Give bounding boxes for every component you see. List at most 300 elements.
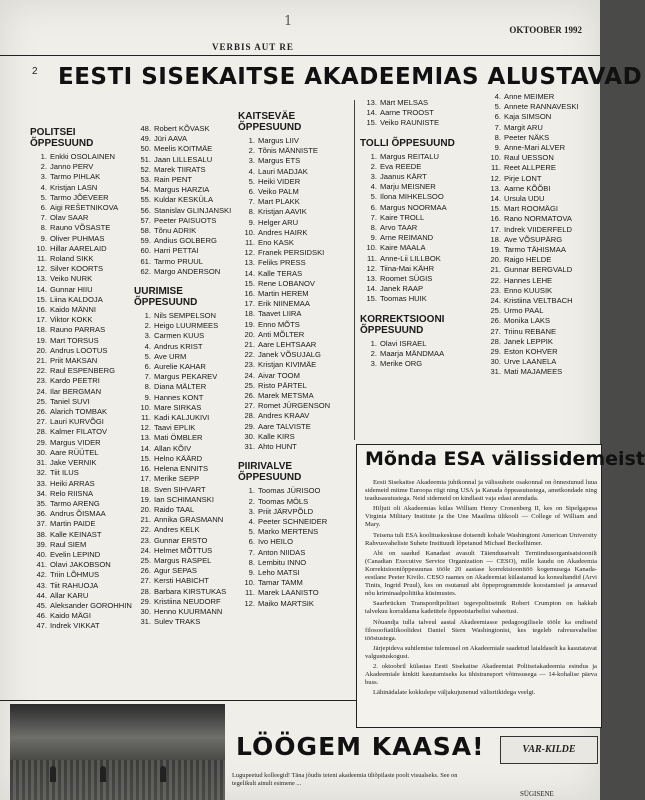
news-paragraph: Abi on saadud Kanadast avasult Täiendusatvalt Terniindusorganisatsioonilt (Canadian Executive Service Organization — CESO), mille kaudu on Akadeemia Korrektsiooniõppesuunas tööle 20 aastase korrektsioonitöö kogemusega Kanada-eestlane Peeter Kivilo. CESO raames on Akadeemiat külastanud ka konsultandid (Arvi Tinits, Ingrid Pruul), kes on osutanud abi õppeprogrammide koostamisel ja annavad nõu kriminaalpoliitika küsimustes.	[365, 549, 597, 598]
list-item-name: Arne REIMAND	[380, 233, 434, 243]
list-item-number: 46.	[36, 611, 47, 621]
list-item-name: Kuldar KESKÜLA	[154, 195, 214, 205]
list-item	[134, 206, 234, 216]
list-item-name: Hillar AARELAID	[50, 243, 107, 253]
list-item	[238, 381, 350, 391]
list-item	[484, 204, 600, 214]
list-item	[484, 133, 600, 143]
list-item-number: 21.	[244, 340, 255, 350]
list-item-number: 5.	[144, 351, 151, 361]
list-item-number: 3.	[40, 172, 47, 182]
list-item	[238, 527, 350, 537]
list-item-number: 36.	[36, 509, 47, 519]
list-item	[484, 102, 600, 112]
list-item-name: Lembitu INNO	[258, 557, 307, 567]
list-item-number: 27.	[140, 576, 151, 586]
list-item	[134, 236, 234, 246]
list-item-name: Gunnar BERGVALD	[504, 265, 573, 275]
list-item-name: Kaire MAALA	[380, 243, 426, 253]
list-item	[484, 286, 600, 296]
list-item-number: 30.	[36, 447, 47, 457]
list-item-number: 25.	[36, 396, 47, 406]
list-item	[134, 155, 234, 165]
list-item-name: Relo RIISNA	[50, 488, 94, 498]
list-item-name: Rauno VÕSASTE	[50, 223, 111, 233]
list-item-number: 29.	[140, 596, 151, 606]
list-item-number: 55.	[140, 195, 151, 205]
list-item-name: Tarmo TÄHISMAA	[504, 245, 566, 255]
list-item	[134, 515, 234, 525]
list-item-name: Meelis KOITMÄE	[154, 144, 213, 154]
list-item-name: Margus PEKAREV	[154, 372, 218, 382]
list-item	[484, 316, 600, 326]
list-item-number: 6.	[248, 537, 255, 547]
list-item-number: 8.	[248, 557, 255, 567]
list-item-name: Mati ÖMBLER	[154, 433, 203, 443]
list-item-name: Alarich TOMBAK	[50, 407, 108, 417]
list-item-name: Marek TIIRATS	[154, 164, 206, 174]
list-item-name: Hannes KONT	[154, 392, 204, 402]
list-item	[134, 216, 234, 226]
list-item-number: 18.	[140, 484, 151, 494]
list-item-name: Mare SIRKAS	[154, 402, 202, 412]
list-item-name: Jake VERNIK	[50, 458, 97, 468]
list-item-number: 4.	[494, 92, 501, 101]
list-item	[238, 497, 350, 507]
list-item	[238, 146, 350, 156]
list-item	[30, 550, 138, 560]
list-item	[360, 349, 472, 359]
list-item-name: Aarne TROOST	[380, 108, 434, 118]
list-item-name: Franek PERSIDSKI	[258, 248, 325, 258]
list-item-number: 45.	[36, 600, 47, 610]
list-item-name: Erik NIINEMAA	[258, 299, 310, 309]
list-item-number: 7.	[144, 372, 151, 382]
list-item-number: 18.	[244, 309, 255, 319]
list-item-name: Lauri MADJAK	[258, 166, 308, 176]
list-item	[134, 433, 234, 443]
list-item	[238, 330, 350, 340]
list-item	[238, 299, 350, 309]
list-item-name: Indrek VIIDERFELD	[504, 224, 572, 234]
list-item-number: 9.	[40, 233, 47, 243]
list-item-number: 20.	[36, 345, 47, 355]
list-item-name: Rene LOBANOV	[258, 278, 315, 288]
list-item-number: 48.	[140, 124, 151, 133]
list-item-number: 31.	[490, 367, 501, 377]
list-item-number: 35.	[36, 498, 47, 508]
list-item	[360, 213, 472, 223]
list-item-number: 20.	[490, 255, 501, 265]
list-item	[30, 397, 138, 407]
list-item	[30, 366, 138, 376]
list-item-name: Veiko PALM	[258, 187, 299, 197]
list-item-number: 19.	[36, 335, 47, 345]
list-item-number: 12.	[490, 173, 501, 183]
list-item-number: 23.	[490, 285, 501, 295]
list-item	[30, 285, 138, 295]
list-item	[238, 548, 350, 558]
list-item-name: Anti MÕLTER	[258, 329, 305, 339]
list-item	[238, 411, 350, 421]
list-item	[30, 336, 138, 346]
list-item	[134, 393, 234, 403]
list-item-name: Margit ARU	[504, 122, 543, 132]
list-item-name: Stanislav GLINJANSKI	[154, 205, 232, 215]
list-item-number: 5.	[494, 102, 501, 112]
list-item-name: Monika LAKS	[504, 316, 551, 326]
advert-box: VAR-KILDE	[500, 736, 598, 764]
list-item	[30, 183, 138, 193]
news-paragraph: Eesti Sisekaitse Akadeemia juhtkonnal ja välissuhete osakonnal on õnnestunud luua sidemeid mitme Euroopa riigi ning USA ja Kanada õppeasutustega, ametkondade ning teadusasutustega. Neid sidemeid on kindlasti vaja edasi arendada.	[365, 479, 597, 503]
list-item-number: 1.	[248, 136, 255, 145]
list-item-number: 61.	[140, 256, 151, 266]
list-item-name: Taniel SUVI	[50, 396, 90, 406]
list-item-name: Ivo HEILO	[258, 537, 294, 547]
list-item-number: 28.	[490, 336, 501, 346]
list-item-number: 17.	[36, 315, 47, 325]
list-item-number: 12.	[366, 263, 377, 273]
list-item-name: Kalmer FILATOV	[50, 427, 108, 437]
list-item-name: Ilona MIHKELSOO	[380, 192, 444, 202]
list-item	[360, 172, 472, 182]
list-item-name: Janek RAAP	[380, 284, 424, 294]
list-item-number: 19.	[140, 494, 151, 504]
list-item	[360, 98, 472, 108]
list-item-number: 13.	[490, 183, 501, 193]
name-list-uurimise-continued	[360, 98, 472, 129]
list-item-name: Hannes LEHE	[504, 275, 553, 285]
column-kaitsevae	[238, 110, 350, 609]
list-item-name: Ave URM	[154, 351, 187, 361]
list-item	[134, 454, 234, 464]
list-item	[484, 214, 600, 224]
list-item-name: Helena ENNITS	[154, 464, 209, 474]
list-item-number: 62.	[140, 266, 151, 276]
list-item	[484, 327, 600, 337]
list-item-name: Viktor KOKK	[50, 315, 93, 325]
list-item	[30, 479, 138, 489]
list-item	[30, 325, 138, 335]
news-paragraph: 2. oktoobril külastas Eesti Sisekaitse Akadeemiat Politseiakadeemia esindus ja Akadeemiale kinkiti kasutamiseks ka ühistransport võimsusega — 14-kohalise päeva buss.	[365, 662, 597, 687]
list-item-name: Mart ROOMÄGI	[504, 204, 559, 214]
list-item-number: 12.	[244, 248, 255, 258]
list-item-number: 14.	[366, 108, 377, 118]
list-item	[484, 235, 600, 245]
list-item	[30, 601, 138, 611]
list-item	[30, 621, 138, 631]
list-item-name: Ursula UDU	[504, 194, 545, 204]
name-list-politsei-continued	[134, 124, 234, 277]
list-item-number: 56.	[140, 205, 151, 215]
list-item	[360, 294, 472, 304]
list-item	[238, 517, 350, 527]
list-item-name: Andrus KRIST	[154, 341, 203, 351]
name-list-kaitsevae	[238, 136, 350, 452]
list-item-name: Tõnis MÄNNISTE	[258, 146, 318, 156]
bottom-rule	[0, 700, 356, 701]
list-item-name: Annika GRASMANN	[154, 515, 224, 525]
list-item-number: 30.	[490, 357, 501, 367]
list-item	[30, 387, 138, 397]
list-item-number: 2.	[144, 321, 151, 331]
list-item	[484, 357, 600, 367]
list-item-name: Peeter SCHNEIDER	[258, 516, 328, 526]
list-item-name: Martin HEREM	[258, 289, 309, 299]
list-item	[134, 485, 234, 495]
list-item-number: 16.	[490, 214, 501, 224]
list-item	[30, 346, 138, 356]
list-item	[30, 234, 138, 244]
list-item-number: 21.	[490, 265, 501, 275]
list-item-name: Helno KÄÄRD	[154, 453, 203, 463]
list-item	[134, 423, 234, 433]
list-item	[484, 174, 600, 184]
list-item-name: Aivar TOOM	[258, 370, 300, 380]
list-item	[360, 192, 472, 202]
list-item-number: 5.	[370, 192, 377, 202]
list-item-number: 47.	[36, 621, 47, 631]
list-item	[134, 536, 234, 546]
list-item-name: Merike SEPP	[154, 474, 200, 484]
list-item-number: 21.	[140, 515, 151, 525]
list-item-name: Märt MELSAS	[380, 98, 429, 107]
list-item-name: Margus REITALU	[380, 151, 439, 161]
list-item-number: 23.	[36, 376, 47, 386]
list-item-name: Henno KUURMANN	[154, 606, 223, 616]
list-item-name: Eston KOHVER	[504, 347, 558, 357]
list-item-number: 52.	[140, 164, 151, 174]
list-item-number: 12.	[244, 598, 255, 608]
name-list-korrektsiooni	[360, 339, 472, 370]
list-item-number: 11.	[37, 254, 47, 264]
list-item-number: 9.	[370, 233, 377, 243]
list-item	[238, 238, 350, 248]
list-item	[360, 274, 472, 284]
list-item-number: 15.	[366, 118, 377, 128]
list-item-number: 28.	[140, 586, 151, 596]
list-item	[134, 607, 234, 617]
list-item-number: 23.	[140, 535, 151, 545]
list-item	[134, 566, 234, 576]
list-item	[30, 519, 138, 529]
list-item	[238, 197, 350, 207]
list-item-name: Margus HARZIA	[154, 185, 210, 195]
list-item-name: Rauno PARRAS	[50, 325, 106, 335]
list-item	[238, 507, 350, 517]
section-heading-politsei: POLITSEI ÕPPESUUND	[30, 127, 94, 149]
list-item	[238, 248, 350, 258]
column-tolli	[360, 98, 472, 369]
list-item-number: 12.	[140, 423, 151, 433]
list-item	[134, 474, 234, 484]
list-item-name: Kersti HABICHT	[154, 576, 209, 586]
list-item	[484, 245, 600, 255]
list-item	[360, 284, 472, 294]
list-item-number: 58.	[140, 226, 151, 236]
list-item-number: 7.	[248, 547, 255, 557]
list-item-name: Margus ETS	[258, 156, 301, 166]
list-item	[134, 185, 234, 195]
list-item	[360, 182, 472, 192]
list-item-name: Raigo HELDE	[504, 255, 552, 265]
list-item-number: 2.	[40, 162, 47, 172]
list-item	[134, 413, 234, 423]
list-item-name: Veiko RAUNISTE	[380, 118, 440, 128]
list-item	[238, 360, 350, 370]
list-item	[30, 581, 138, 591]
list-item-name: Silver KOORTS	[50, 264, 104, 274]
list-item	[238, 350, 350, 360]
list-item-name: Mart TORSUS	[50, 335, 99, 345]
list-item-number: 22.	[490, 275, 501, 285]
list-item-number: 4.	[370, 182, 377, 192]
list-item-number: 19.	[490, 245, 501, 255]
list-item	[238, 309, 350, 319]
list-item-number: 1.	[144, 311, 151, 321]
column-divider	[354, 100, 355, 440]
list-item-name: Anton NIIDAS	[258, 547, 306, 557]
list-item	[134, 525, 234, 535]
list-item	[484, 184, 600, 194]
list-item-name: Risto PÄRTEL	[258, 380, 307, 390]
list-item-number: 22.	[36, 366, 47, 376]
list-item-name: Aare RÜÜTEL	[50, 447, 99, 457]
list-item-number: 13.	[244, 258, 255, 268]
list-item	[134, 382, 234, 392]
list-item-name: Rain PENT	[154, 175, 192, 185]
list-item-number: 32.	[36, 468, 47, 478]
list-item-number: 23.	[244, 360, 255, 370]
list-item	[134, 175, 234, 185]
list-item-name: Kaido MÄNNI	[50, 305, 97, 315]
list-item-name: Diana MÄLTER	[154, 382, 207, 392]
list-item-name: Margus LIIV	[258, 136, 299, 145]
list-item-name: Heiki ARRAS	[50, 478, 95, 488]
list-item	[360, 359, 472, 369]
list-item-name: Maarja MÄNDMAA	[380, 348, 445, 358]
list-item-name: Andrus ÕISMAA	[50, 509, 106, 519]
list-item	[238, 289, 350, 299]
list-item-name: Kaire TROLL	[380, 212, 425, 222]
list-item	[238, 340, 350, 350]
list-item-name: Enno KUUSIK	[504, 285, 553, 295]
column-uurimise	[134, 124, 234, 627]
list-item-name: Margo ANDERSON	[154, 266, 221, 276]
list-item	[134, 195, 234, 205]
list-item-name: Allan KÕIV	[154, 443, 192, 453]
list-item-name: Harri PETTAI	[154, 246, 199, 256]
list-item-name: Marko MERTENS	[258, 527, 319, 537]
list-item-number: 15.	[366, 294, 377, 304]
list-item-name: Enno MÕTS	[258, 319, 300, 329]
list-item-number: 6.	[248, 187, 255, 197]
list-item	[484, 367, 600, 377]
list-item-name: Priit MAKSAN	[50, 356, 98, 366]
list-item-name: Janek LEPPIK	[504, 336, 553, 346]
list-item-number: 44.	[36, 590, 47, 600]
list-item-number: 40.	[36, 549, 47, 559]
list-item	[30, 315, 138, 325]
list-item-name: Sulev TRAKS	[154, 617, 201, 627]
masthead: VERBIS AUT RE	[212, 42, 294, 52]
list-item-name: Janek VÕSUJALG	[258, 350, 321, 360]
list-item	[360, 243, 472, 253]
list-item-name: Leho MATSI	[258, 567, 300, 577]
list-item-name: Marek LAANISTO	[258, 588, 319, 598]
list-item-number: 31.	[244, 442, 255, 452]
news-paragraph: Lähinädalate kokkulepe väljakujunenud välisriikidega veelgi.	[373, 689, 536, 697]
list-item-name: Tiina-Mai KÄHR	[380, 263, 435, 273]
advert-subtitle: SÜGISENE	[520, 790, 554, 798]
list-item-number: 2.	[248, 146, 255, 156]
list-item-number: 13.	[140, 433, 151, 443]
list-item-number: 25.	[140, 555, 151, 565]
list-item-number: 26.	[244, 391, 255, 401]
list-item	[238, 136, 350, 146]
list-item-number: 6.	[144, 362, 151, 372]
news-box	[356, 444, 645, 728]
list-item	[134, 267, 234, 277]
list-item-name: Robert KÕVASK	[154, 124, 210, 133]
list-item	[238, 432, 350, 442]
name-list-politsei	[30, 152, 138, 632]
list-item-name: Kalle KIRS	[258, 431, 295, 441]
list-item-name: Indrek VIKKAT	[50, 621, 100, 631]
list-item-name: Kalle TERAS	[258, 268, 303, 278]
list-item-number: 37.	[36, 519, 47, 529]
list-item-name: Merike ORG	[380, 359, 423, 369]
list-item	[484, 163, 600, 173]
list-item	[30, 376, 138, 386]
list-item	[134, 321, 234, 331]
list-item-number: 14.	[140, 443, 151, 453]
list-item	[360, 108, 472, 118]
list-item-name: Jaan LILLESALU	[154, 154, 213, 164]
list-item-name: Kristjan AAVIK	[258, 207, 307, 217]
list-item-number: 2.	[370, 348, 377, 358]
list-item	[134, 311, 234, 321]
list-item-name: Toomas HUIK	[380, 294, 427, 304]
list-item	[134, 597, 234, 607]
list-item-name: Rano NORMATOVA	[504, 214, 572, 224]
list-item	[238, 207, 350, 217]
list-item-number: 4.	[248, 166, 255, 176]
issue-date: OKTOOBER 1992	[509, 25, 582, 35]
list-item-number: 1.	[370, 151, 377, 161]
news-paragraph: Saarbrücken Transpordipolitsei tegevpolitseinik Robert Crumpton on hakkab talvekuu korraldama kadetitele õppeotstarbelisi vaheetusi.	[365, 600, 597, 616]
list-item-name: Barbara KIRSTUKAS	[154, 586, 227, 596]
list-item	[30, 427, 138, 437]
list-item-name: Gunnar HIIU	[50, 284, 93, 294]
list-item	[134, 444, 234, 454]
list-item	[30, 530, 138, 540]
list-item-number: 3.	[370, 359, 377, 369]
list-item	[238, 599, 350, 609]
list-item	[30, 560, 138, 570]
list-item-number: 3.	[248, 156, 255, 166]
list-item-name: Andres KELK	[154, 525, 200, 535]
bottom-article-text: Lugupeetud kolleegid! Täna jõudis teieni akadeemia üliõpilaste poolt visualseks. See on tegelikult ainult esimene ...	[232, 772, 458, 787]
list-item	[134, 362, 234, 372]
list-item-number: 38.	[36, 529, 47, 539]
list-item-number: 18.	[36, 325, 47, 335]
list-item-number: 25.	[490, 306, 501, 316]
bottom-headline: LÖÖGEM KAASA!	[236, 732, 485, 761]
list-item-name: Kalle KEINAST	[50, 529, 102, 539]
news-body	[365, 479, 597, 699]
list-item	[134, 587, 234, 597]
